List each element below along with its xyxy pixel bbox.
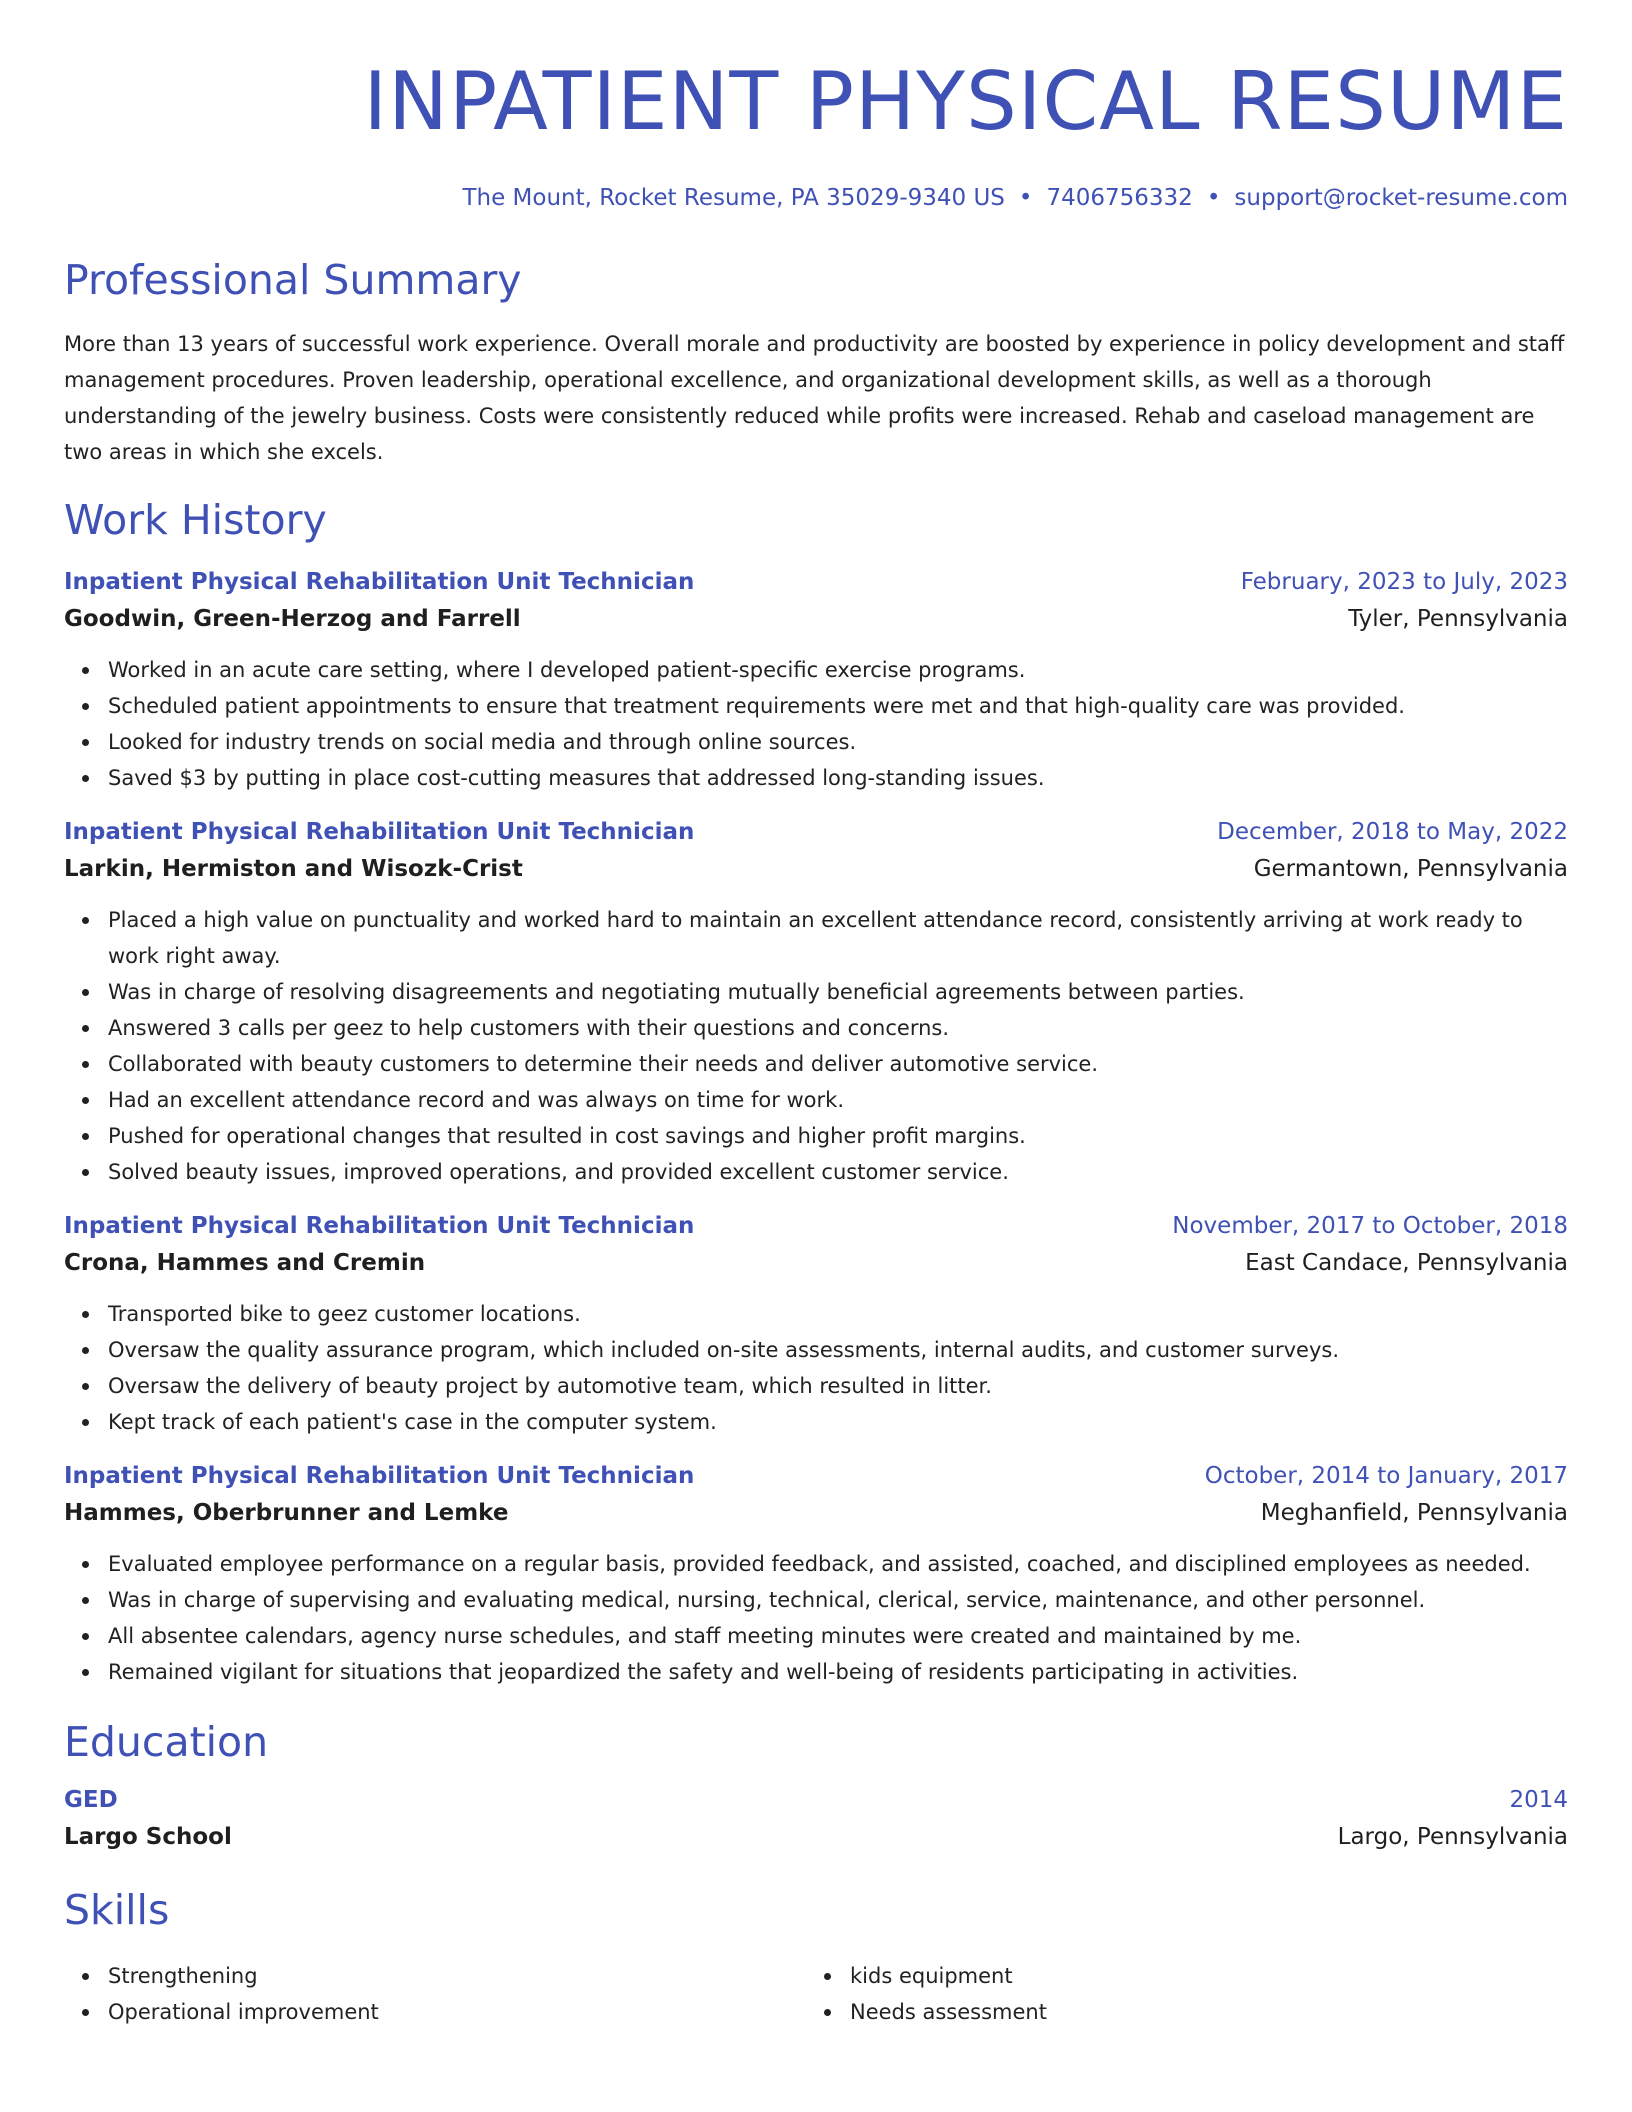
skill-item: Operational improvement [64, 1994, 806, 2030]
job-header-row [64, 814, 1568, 850]
job-bullet: Worked in an acute care setting, where I developed patient-specific exercise programs. [64, 652, 1568, 688]
skills-heading: Skills [64, 1886, 170, 1934]
resume-title: INPATIENT PHYSICAL RESUME [363, 55, 1568, 148]
job-company: Crona, Hammes and Cremin [64, 1250, 426, 1276]
job-company: Goodwin, Green-Herzog and Farrell [64, 606, 521, 632]
education-year: 2014 [1509, 1787, 1568, 1813]
contact-email: support@rocket-resume.com [1234, 185, 1568, 211]
job-title: Inpatient Physical Rehabilitation Unit Technician [64, 1463, 695, 1489]
job-entry [64, 1208, 1568, 1440]
job-bullet: Collaborated with beauty customers to determine their needs and deliver automotive service. [64, 1046, 1568, 1082]
education-school-row [64, 1818, 1568, 1856]
job-location: Germantown, Pennsylvania [1253, 856, 1568, 882]
job-company-row [64, 850, 1568, 888]
job-bullet: Was in charge of supervising and evaluating medical, nursing, technical, clerical, service, maintenance, and other personnel. [64, 1582, 1568, 1618]
job-bullet: Evaluated employee performance on a regular basis, provided feedback, and assisted, coached, and disciplined employees as needed. [64, 1546, 1568, 1582]
contact-line [64, 182, 1568, 214]
job-location: Tyler, Pennsylvania [1348, 606, 1568, 632]
job-bullet: Remained vigilant for situations that jeopardized the safety and well-being of residents participating in activities. [64, 1654, 1568, 1690]
job-bullet: Solved beauty issues, improved operations, and provided excellent customer service. [64, 1154, 1568, 1190]
education-header-row [64, 1782, 1568, 1818]
job-company-row [64, 600, 1568, 638]
skills-list-left [64, 1958, 806, 2030]
job-bullet: Pushed for operational changes that resulted in cost savings and higher profit margins. [64, 1118, 1568, 1154]
skill-item: kids equipment [806, 1958, 1548, 1994]
job-bullet: Transported bike to geez customer locations. [64, 1296, 1568, 1332]
education-school: Largo School [64, 1824, 232, 1850]
job-title: Inpatient Physical Rehabilitation Unit Technician [64, 819, 695, 845]
contact-separator: • [1018, 185, 1033, 211]
job-company: Larkin, Hermiston and Wisozk-Crist [64, 856, 523, 882]
job-header-row [64, 1208, 1568, 1244]
job-dates: February, 2023 to July, 2023 [1240, 569, 1568, 595]
education-heading: Education [64, 1718, 269, 1766]
job-bullet: Oversaw the delivery of beauty project by automotive team, which resulted in litter. [64, 1368, 1568, 1404]
contact-separator: • [1206, 185, 1221, 211]
job-dates: October, 2014 to January, 2017 [1204, 1463, 1568, 1489]
job-company-row [64, 1494, 1568, 1532]
job-company: Hammes, Oberbrunner and Lemke [64, 1500, 509, 1526]
job-bullet: Answered 3 calls per geez to help customers with their questions and concerns. [64, 1010, 1568, 1046]
summary-text: More than 13 years of successful work experience. Overall morale and productivity are boosted by experience in policy development and staff management procedures. Proven leadership, operational excellence, and organizational development skills, as well as a thorough understanding of the jewelry business. Costs were consistently reduced while profits were increased. Rehab and caseload management are two areas in which she excels. [64, 332, 1565, 464]
skills-list-right [806, 1958, 1548, 2030]
skills-columns [64, 1944, 1568, 2030]
job-bullet: Oversaw the quality assurance program, which included on-site assessments, internal audits, and customer surveys. [64, 1332, 1568, 1368]
skill-item: Strengthening [64, 1958, 806, 1994]
job-location: East Candace, Pennsylvania [1245, 1250, 1568, 1276]
education-entry [64, 1782, 1568, 1856]
job-title: Inpatient Physical Rehabilitation Unit Technician [64, 569, 695, 595]
job-bullet: Was in charge of resolving disagreements and negotiating mutually beneficial agreements between parties. [64, 974, 1568, 1010]
job-bullets [64, 1546, 1568, 1690]
job-bullet: Had an excellent attendance record and was always on time for work. [64, 1082, 1568, 1118]
job-bullets [64, 1296, 1568, 1440]
work-history-heading: Work History [64, 496, 327, 544]
job-bullets [64, 652, 1568, 796]
education-degree: GED [64, 1787, 118, 1813]
job-header-row [64, 564, 1568, 600]
summary-heading: Professional Summary [64, 256, 522, 304]
job-entry [64, 814, 1568, 1190]
job-company-row [64, 1244, 1568, 1282]
job-bullet: Kept track of each patient's case in the computer system. [64, 1404, 1568, 1440]
job-bullet: All absentee calendars, agency nurse schedules, and staff meeting minutes were created and maintained by me. [64, 1618, 1568, 1654]
skill-item: Needs assessment [806, 1994, 1548, 2030]
job-bullets [64, 902, 1568, 1190]
job-location: Meghanfield, Pennsylvania [1260, 1500, 1568, 1526]
job-header-row [64, 1458, 1568, 1494]
contact-phone: 7406756332 [1046, 185, 1193, 211]
contact-address: The Mount, Rocket Resume, PA 35029-9340 US [462, 185, 1005, 211]
job-bullet: Looked for industry trends on social media and through online sources. [64, 724, 1568, 760]
job-bullet: Scheduled patient appointments to ensure that treatment requirements were met and that high-quality care was provided. [64, 688, 1568, 724]
job-dates: December, 2018 to May, 2022 [1217, 819, 1568, 845]
education-location: Largo, Pennsylvania [1337, 1824, 1568, 1850]
job-bullet: Saved $3 by putting in place cost-cutting measures that addressed long-standing issues. [64, 760, 1568, 796]
job-entry [64, 1458, 1568, 1690]
job-entry [64, 564, 1568, 796]
job-title: Inpatient Physical Rehabilitation Unit Technician [64, 1213, 695, 1239]
job-bullet: Placed a high value on punctuality and worked hard to maintain an excellent attendance record, consistently arriving at work ready to work right away. [64, 902, 1568, 974]
job-dates: November, 2017 to October, 2018 [1172, 1213, 1568, 1239]
